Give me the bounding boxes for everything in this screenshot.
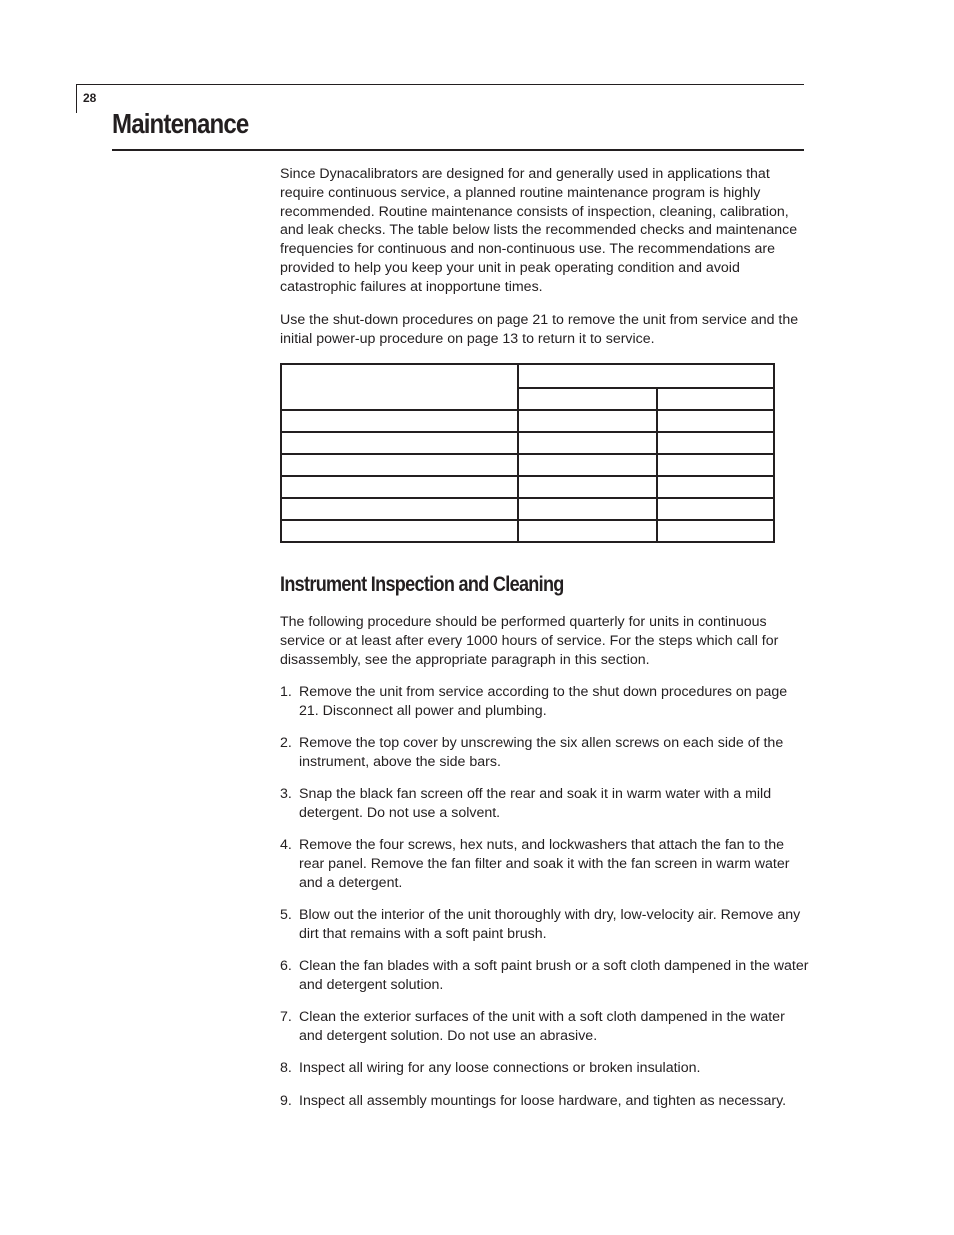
step-text: Clean the fan blades with a soft paint brush or a soft cloth dampened in the water and detergent solution. [299, 958, 809, 994]
table-cell [518, 410, 657, 432]
step-number: 4. [280, 837, 292, 854]
title-rule [112, 149, 804, 151]
table-cell [281, 520, 518, 542]
table-cell [518, 498, 657, 520]
step-number: 6. [280, 958, 292, 975]
step-text: Inspect all assembly mountings for loose hardware, and tighten as necessary. [299, 1092, 787, 1109]
step-text: Remove the four screws, hex nuts, and lockwashers that attach the fan to the rear panel. Remove the fan filter and soak it with the fan screen in warm water and a detergent. [299, 837, 790, 891]
step-number: 7. [280, 1009, 292, 1026]
table-row [281, 454, 774, 476]
table-cell [657, 476, 774, 498]
procedure-steps-list [280, 683, 810, 1124]
step-number: 3. [280, 786, 292, 803]
table-row [281, 520, 774, 542]
table-cell [518, 432, 657, 454]
step-text: Remove the top cover by unscrewing the six allen screws on each side of the instrument, above the side bars. [299, 735, 784, 770]
list-item [280, 683, 810, 721]
intro-paragraph: Since Dynacalibrators are designed for and generally used in applications that require continuous service, a planned routine maintenance program is highly recommended. Routine maintenance consists of inspection, cleaning, calibration, and leak checks. The table below lists the recommended checks and maintenance frequencies for continuous and non-continuous use. The recommendations are provided to help you keep your unit in peak operating condition and avoid catastrophic failures at inopportune times. [280, 166, 798, 295]
table-cell [518, 364, 774, 388]
list-item [280, 836, 810, 892]
table-cell [657, 410, 774, 432]
step-text: Remove the unit from service according to the shut down procedures on page 21. Disconnect all power and plumbing. [299, 684, 788, 719]
table-row [281, 476, 774, 498]
table-cell [518, 454, 657, 476]
step-text: Inspect all wiring for any loose connections or broken insulation. [299, 1060, 701, 1077]
table-cell [281, 410, 518, 432]
list-item [280, 1008, 810, 1046]
step-text: Blow out the interior of the unit thoroughly with dry, low-velocity air. Remove any dirt that remains with a soft paint brush. [299, 907, 801, 942]
step-number: 5. [280, 907, 292, 924]
table-cell [518, 388, 657, 410]
page-number: 28 [83, 91, 97, 105]
step-number: 1. [280, 684, 292, 700]
step-number: 9. [280, 1092, 292, 1109]
table-header-row [281, 364, 774, 388]
table-cell [657, 520, 774, 542]
table-row [281, 432, 774, 454]
step-text: Snap the black fan screen off the rear and soak it in warm water with a mild detergent. Do not use a solvent. [299, 786, 772, 821]
list-item [280, 785, 810, 823]
step-text: Clean the exterior surfaces of the unit with a soft cloth dampened in the water and detergent solution. Do not use an abrasive. [299, 1009, 785, 1045]
table-cell [281, 476, 518, 498]
page-title: Maintenance [112, 108, 249, 139]
list-item [280, 734, 810, 772]
table-cell [657, 388, 774, 410]
table-cell [281, 364, 518, 410]
table-cell [518, 476, 657, 498]
table-cell [657, 454, 774, 476]
step-number: 8. [280, 1060, 292, 1077]
list-item [280, 906, 810, 944]
list-item [280, 1059, 810, 1078]
table-row [281, 498, 774, 520]
section-heading: Instrument Inspection and Cleaning [280, 573, 564, 596]
table-cell [518, 520, 657, 542]
list-item [280, 1092, 810, 1111]
header-tick [76, 84, 77, 113]
step-number: 2. [280, 735, 292, 752]
maintenance-frequency-table [280, 363, 775, 543]
table-cell [281, 498, 518, 520]
section-intro-paragraph: The following procedure should be performed quarterly for units in continuous service or at least after every 1000 hours of service. For the steps which call for disassembly, see the appropriate paragraph in this section. [280, 614, 779, 668]
table-cell [657, 498, 774, 520]
list-item [280, 957, 810, 995]
table-cell [281, 432, 518, 454]
shutdown-reference-paragraph: Use the shut-down procedures on page 21 to remove the unit from service and the initial power-up procedure on page 13 to return it to service. [280, 312, 799, 347]
header-rule [76, 84, 804, 85]
table-cell [657, 432, 774, 454]
table-row [281, 410, 774, 432]
table-cell [281, 454, 518, 476]
